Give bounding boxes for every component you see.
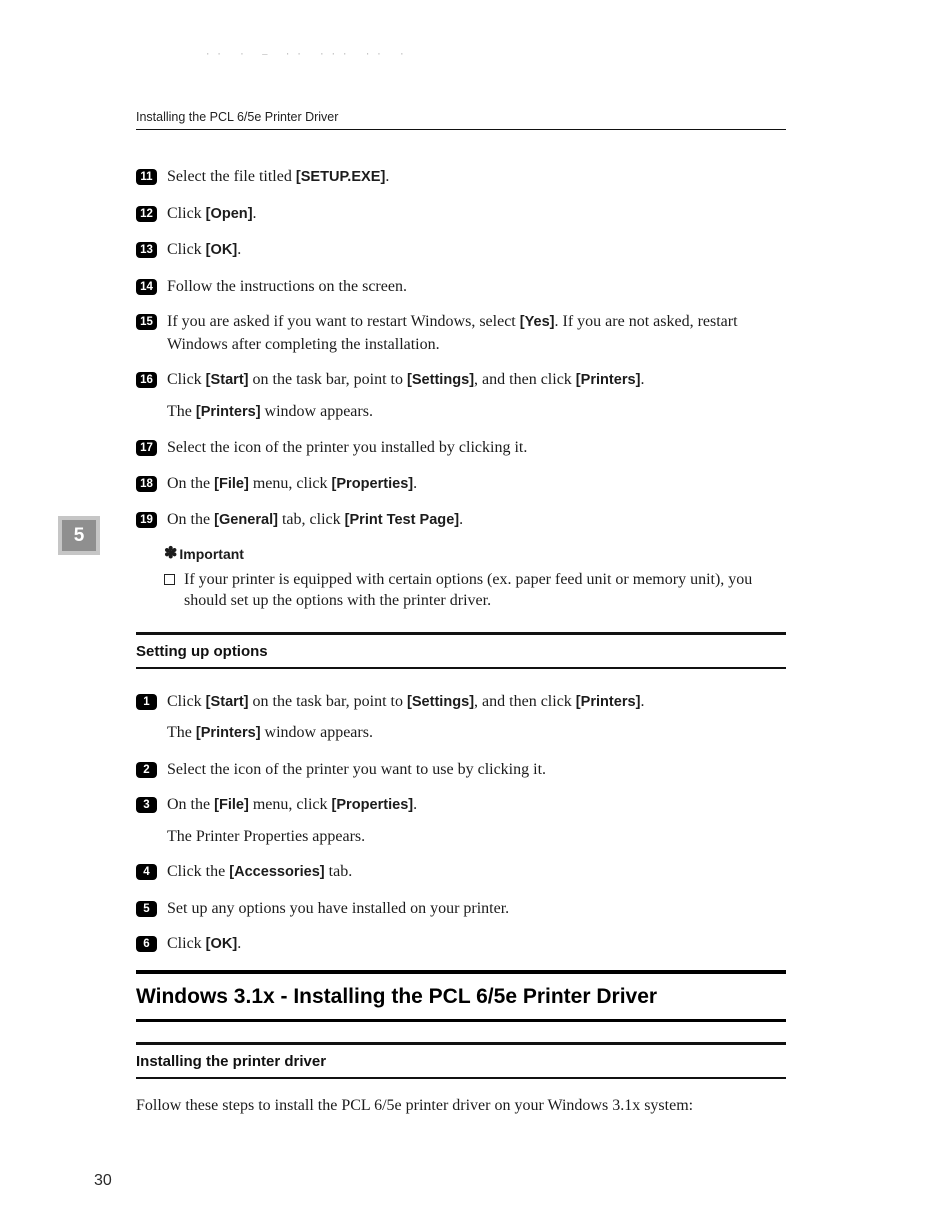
section-title: Setting up options — [136, 642, 268, 660]
important-icon: ✽ — [164, 544, 178, 562]
step-subtext: The Printer Properties appears. — [167, 827, 366, 845]
step-item — [136, 203, 786, 226]
step-number-badge: 1 — [136, 694, 157, 710]
step-text: If you are asked if you want to restart Windows, select [Yes]. If you are not asked, restart Windows after completing the installation. — [167, 313, 738, 353]
checkbox-bullet-icon — [164, 574, 175, 585]
step-item — [136, 437, 786, 459]
step-number-badge: 3 — [136, 797, 157, 813]
important-item-text: If your printer is equipped with certain options (ex. paper feed unit or memory unit), you should set up the options with the printer driver. — [184, 570, 753, 609]
step-text: On the [File] menu, click [Properties]. — [167, 474, 418, 492]
step-number-badge: 2 — [136, 762, 157, 778]
step-subtext: The [Printers] window appears. — [167, 724, 373, 741]
step-text: Click [OK]. — [167, 935, 242, 952]
step-number-badge: 4 — [136, 864, 157, 880]
step-number-badge: 18 — [136, 476, 157, 492]
step-item — [136, 473, 786, 496]
step-number-badge: 17 — [136, 440, 157, 456]
section-title: Installing the printer driver — [136, 1052, 327, 1070]
step-item — [136, 369, 786, 423]
heading-windows31x-wrap — [136, 970, 786, 1022]
step-text: Set up any options you have installed on your printer. — [167, 899, 510, 917]
step-text: Select the icon of the printer you want to use by clicking it. — [167, 760, 547, 778]
step-item — [136, 311, 786, 355]
step-item — [136, 861, 786, 884]
step-number-badge: 13 — [136, 242, 157, 258]
step-text: Click [Start] on the task bar, point to [Settings], and then click [Printers]. — [167, 692, 645, 710]
step-text: Click [OK]. — [167, 241, 242, 258]
chapter-tab-badge: 5 — [58, 516, 100, 555]
step-subtext: The [Printers] window appears. — [167, 402, 373, 420]
important-note — [164, 546, 786, 612]
step-text: Follow the instructions on the screen. — [167, 277, 407, 295]
step-number-badge: 12 — [136, 206, 157, 222]
step-item — [136, 759, 786, 781]
step-number-badge: 11 — [136, 169, 157, 185]
step-text: Click the [Accessories] tab. — [167, 863, 353, 880]
intro-paragraph: Follow these steps to install the PCL 6/5e printer driver on your Windows 3.1x system: — [136, 1096, 694, 1114]
step-item — [136, 794, 786, 847]
step-item — [136, 239, 786, 262]
step-number-badge: 6 — [136, 936, 157, 952]
step-item — [136, 276, 786, 298]
page-content — [136, 166, 786, 1117]
heading-windows31x: Windows 3.1x - Installing the PCL 6/5e Printer Driver — [136, 984, 658, 1008]
step-item — [136, 691, 786, 745]
step-text: Click [Start] on the task bar, point to [Settings], and then click [Printers]. — [167, 371, 645, 388]
important-title-label: Important — [179, 545, 244, 562]
important-item — [164, 569, 786, 612]
step-text: On the [General] tab, click [Print Test Page]. — [167, 511, 464, 528]
scan-noise-artifact: ·· · – ·· ··· ·· · — [205, 50, 411, 60]
section-setting-up-options — [136, 632, 786, 669]
step-text: Select the file titled [SETUP.EXE]. — [167, 168, 390, 185]
step-item — [136, 166, 786, 189]
step-text: On the [File] menu, click [Properties]. — [167, 796, 418, 813]
step-number-badge: 15 — [136, 314, 157, 330]
step-number-badge: 16 — [136, 372, 157, 388]
step-number-badge: 14 — [136, 279, 157, 295]
important-title — [164, 546, 786, 562]
section-installing-driver — [136, 1042, 786, 1079]
steps-list-options — [136, 691, 786, 956]
step-text: Click [Open]. — [167, 204, 257, 222]
step-item — [136, 898, 786, 920]
steps-list-installing — [136, 166, 786, 532]
page-number: 30 — [94, 1172, 112, 1189]
step-number-badge: 19 — [136, 512, 157, 528]
step-item — [136, 509, 786, 532]
step-item — [136, 933, 786, 956]
step-text: Select the icon of the printer you installed by clicking it. — [167, 439, 528, 456]
step-number-badge: 5 — [136, 901, 157, 917]
running-header: Installing the PCL 6/5e Printer Driver — [136, 110, 786, 130]
